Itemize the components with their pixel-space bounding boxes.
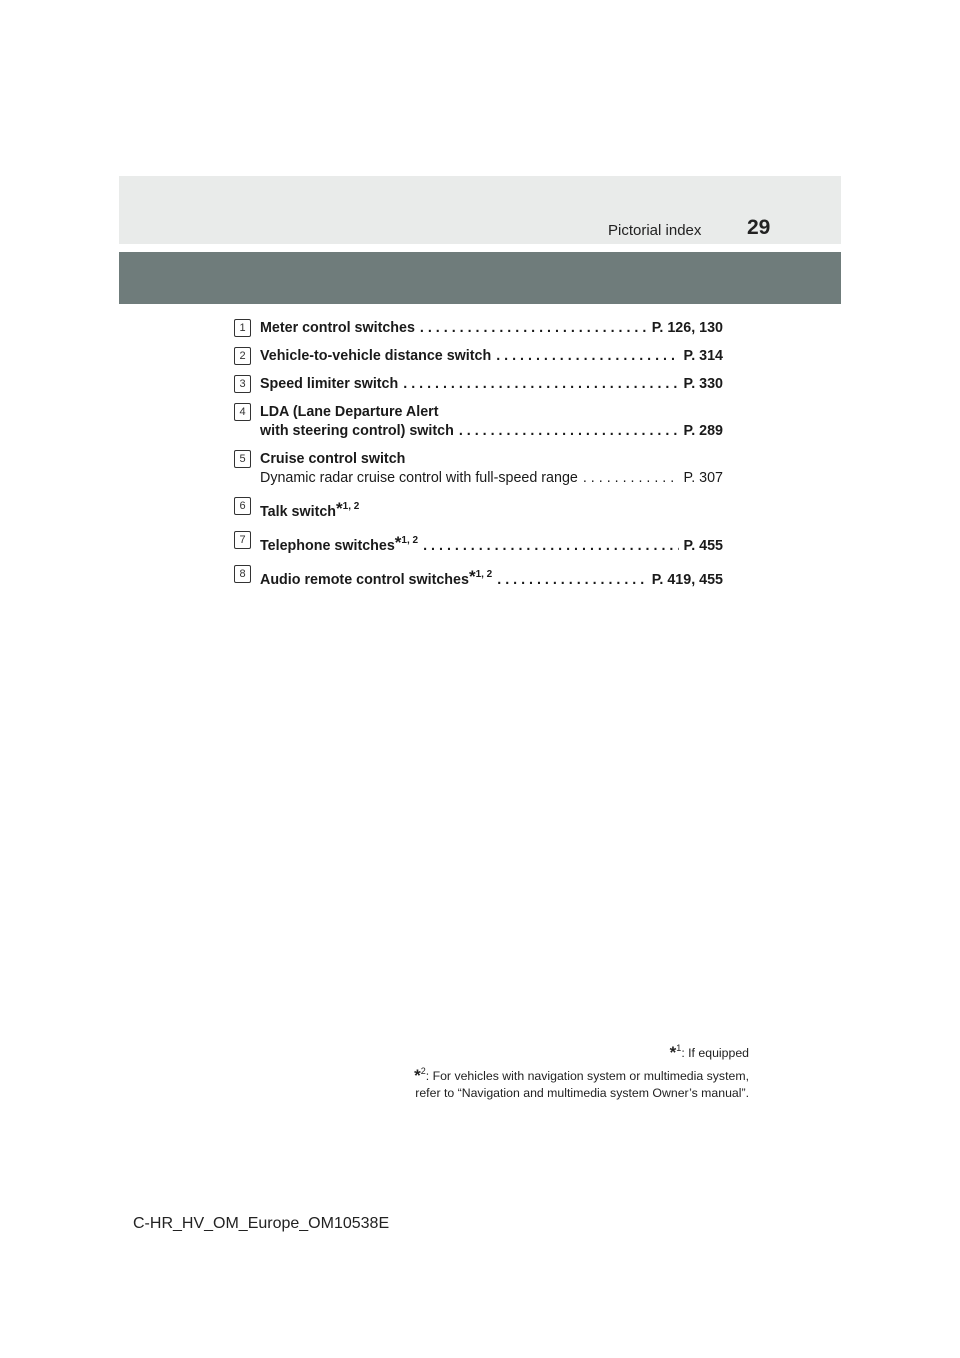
footnote-ref: 1, 2: [475, 569, 493, 580]
footnote-star-icon: *: [414, 1065, 421, 1085]
title-bar: [119, 252, 841, 304]
index-entry: [234, 497, 723, 522]
section-title: Pictorial index: [608, 222, 702, 239]
callout-number: 3: [234, 375, 251, 393]
footnote-star-icon: *: [468, 567, 476, 586]
footnote-ref: 1, 2: [342, 501, 360, 512]
page-reference[interactable]: P. 330: [683, 376, 723, 392]
footnotes: [414, 1040, 749, 1103]
footnote-2-continued: refer to “Navigation and multimedia system Owner’s manual”.: [415, 1086, 749, 1100]
index-entries: [234, 316, 723, 590]
footnote-1: *$^1$: If equipped: [669, 1043, 749, 1062]
entry-label: Telephone switches: [260, 538, 395, 554]
index-entry: [234, 531, 723, 556]
callout-number: 2: [234, 347, 251, 365]
callout-number: 5: [234, 450, 251, 468]
page-reference[interactable]: P. 307: [683, 470, 723, 486]
document-id: C-HR_HV_OM_Europe_OM10538E: [133, 1215, 390, 1232]
entry-label: Dynamic radar cruise control with full-speed range: [260, 470, 578, 486]
entry-label: LDA (Lane Departure Alert: [260, 404, 439, 420]
callout-number: 8: [234, 565, 251, 583]
entry-label: Cruise control switch: [260, 451, 406, 467]
footnote-2: *$^2$: For vehicles with navigation system or multimedia system,: [414, 1065, 749, 1085]
entry-label: with steering control) switch: [260, 423, 454, 439]
footnote-star-icon: *: [669, 1043, 677, 1062]
index-entry: [234, 450, 723, 488]
page-number: 29: [747, 216, 771, 239]
entry-label: Meter control switches: [260, 320, 415, 336]
index-entry: [234, 347, 723, 366]
page-reference[interactable]: P. 126, 130: [651, 320, 723, 336]
page-reference[interactable]: P. 289: [683, 423, 723, 439]
entry-label: Vehicle-to-vehicle distance switch: [260, 348, 492, 364]
footnote-star-icon: *: [336, 499, 343, 518]
page-reference[interactable]: P. 419, 455: [651, 572, 723, 588]
index-entry: [234, 375, 723, 394]
page-reference[interactable]: P. 455: [683, 538, 723, 554]
entry-label: Talk switch: [260, 504, 337, 520]
callout-number: 6: [234, 497, 251, 515]
index-entry: [234, 319, 723, 338]
index-entry: [234, 565, 723, 590]
header-band: [119, 176, 841, 244]
footnote-star-icon: *: [394, 533, 402, 552]
footnote-ref: 1, 2: [401, 535, 419, 546]
callout-number: 4: [234, 403, 251, 421]
page-reference[interactable]: P. 314: [683, 348, 723, 364]
entry-label: Audio remote control switches: [260, 572, 469, 588]
callout-number: 7: [234, 531, 251, 549]
entry-label: Speed limiter switch: [260, 376, 399, 392]
index-entry: [234, 403, 723, 441]
callout-number: 1: [234, 319, 251, 337]
